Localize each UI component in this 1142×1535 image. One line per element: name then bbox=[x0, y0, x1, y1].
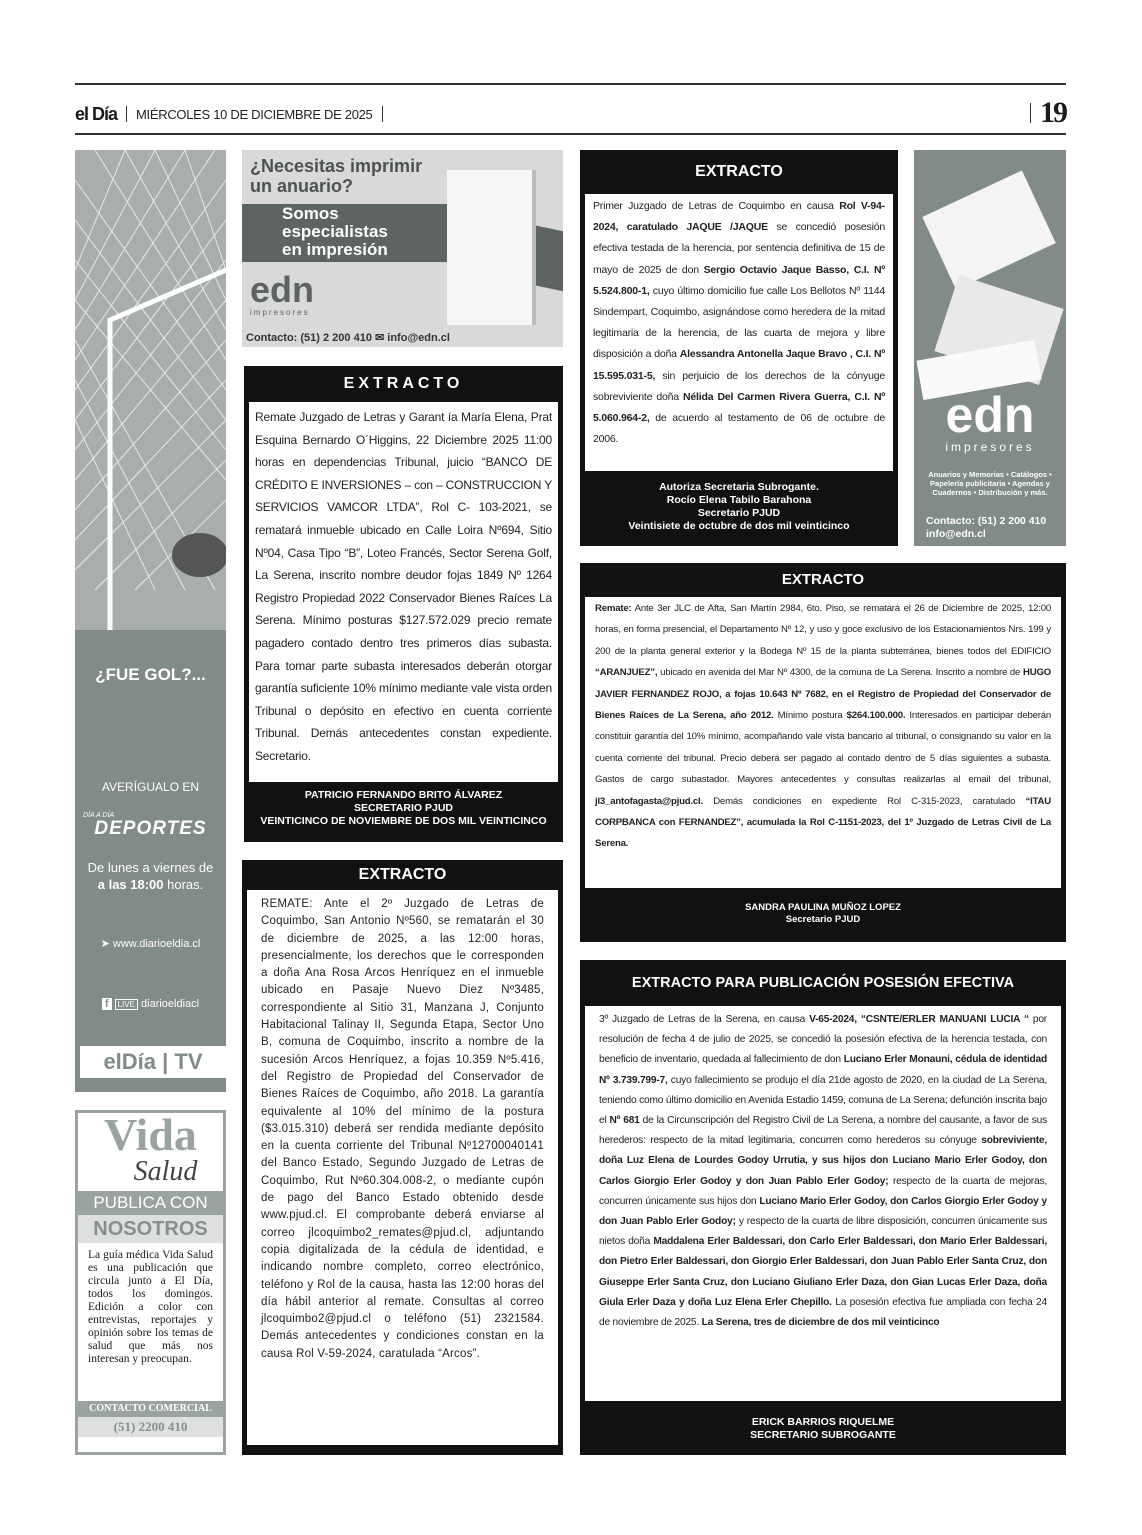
ad-tagline: en impresión bbox=[282, 240, 388, 259]
goal-net-illustration bbox=[75, 150, 226, 630]
salud-logo: Salud bbox=[133, 1156, 198, 1187]
text-segment: de acuerdo al testamento de 06 de octubre de 2006. bbox=[593, 412, 885, 446]
extracto-body bbox=[585, 1006, 1061, 1401]
extracto-body bbox=[585, 194, 893, 471]
extracto-signature bbox=[249, 782, 558, 835]
deportes-logo-small: DÍA A DÍA bbox=[83, 812, 115, 819]
ad-question: ¿Necesitas imprimir bbox=[250, 156, 423, 176]
ad-schedule: De lunes a viernes de bbox=[87, 860, 214, 875]
text-segment: y respecto de la cuarta de libre disposición, concurren únicamente sus nietos doña bbox=[599, 1216, 1047, 1248]
bold-text-segment: Rol V-94-2024, caratulado JAQUE /JAQUE bbox=[593, 200, 885, 234]
ad-vida-salud bbox=[75, 1110, 226, 1455]
text-segment: de la Circunscripción del Registro Civil de La Serena, a nombre del causante, a favor de sus herederos: respecto de la mitad legitimaria, concurren como herederos su cónyuge bbox=[599, 1115, 1047, 1147]
extracto-title: EXTRACTO bbox=[358, 866, 447, 883]
masthead bbox=[75, 96, 1066, 129]
issue-date: MIÉRCOLES 10 DE DICIEMBRE DE 2025 bbox=[136, 106, 373, 122]
text-segment: se concedió posesión efectiva testada de la herencia, por sentencia definitiva de 15 de mayo de 2025 de don bbox=[593, 221, 885, 276]
signature-line: SECRETARIO SUBROGANTE bbox=[750, 1429, 896, 1441]
edn-logo: edn bbox=[250, 269, 315, 310]
extracto-maria-elena bbox=[244, 366, 563, 842]
bold-text-segment: Nº 681 bbox=[609, 1115, 640, 1127]
bold-text-segment: V-65-2024, “CSNTE/ERLER MANUANI LUCIA “ bbox=[809, 1014, 1029, 1025]
text-segment: La posesión efectiva fue ampliada con fecha 24 de noviembre de 2025. bbox=[599, 1296, 1047, 1329]
bold-text-segment: Sergio Octavio Jaque Basso, C.I. Nº 5.524.800-1, bbox=[593, 263, 885, 297]
live-badge: LIVE bbox=[115, 999, 138, 1010]
ad-question-2: un anuario? bbox=[250, 176, 353, 196]
edn-logo-sub: impresores bbox=[945, 440, 1035, 454]
header-top-rule bbox=[75, 83, 1066, 85]
cursor-icon: ➤ bbox=[100, 938, 113, 950]
extracto-title: EXTRACTO bbox=[695, 163, 783, 180]
ad-website: www.diarioeldia.cl bbox=[112, 938, 201, 950]
extracto-signature bbox=[585, 471, 893, 543]
text-segment: cuyo último domicilio fue calle Los Bellotos Nº 1144 Sindempart, Coquimbo, asignándose como heredera de la mitad legitimaria de la herencia, de las cuarta de mejora y libre disposición a doña bbox=[593, 284, 885, 361]
extracto-title: EXTRACTO bbox=[343, 375, 464, 392]
bold-text-segment: jl3_antofagasta@pjud.cl. bbox=[595, 795, 703, 807]
page-number: 19 bbox=[1021, 96, 1066, 130]
ad-schedule-time: a las 18:00 bbox=[97, 877, 164, 892]
text-segment: Mínimo postura bbox=[773, 710, 847, 722]
extracto-signature bbox=[585, 888, 1061, 940]
book-illustration bbox=[447, 170, 532, 325]
signature-line: ERICK BARRIOS RIQUELME bbox=[751, 1416, 895, 1428]
bold-text-segment: HUGO JAVIER FERNANDEZ ROJO, a fojas 10.643 Nº 7682, en el Registro de Propiedad del Conservador de Bienes Raíces de La Serena, año 2012. bbox=[595, 667, 1051, 722]
text-segment: Primer Juzgado de Letras de Coquimbo en causa bbox=[593, 200, 840, 212]
ad-email: info@edn.cl bbox=[926, 528, 986, 540]
bold-text-segment: Alessandra Antonella Jaque Bravo , C.I. Nº 15.595.031-5, bbox=[593, 348, 885, 382]
signature-line: Rocío Elena Tabilo Barahona bbox=[666, 494, 812, 506]
newspaper-logo: el Día bbox=[75, 103, 118, 124]
ad-facebook: diarioeldiacl bbox=[141, 998, 200, 1010]
edn-logo-sub: impresores bbox=[250, 308, 310, 317]
signature-line: PATRICIO FERNANDO BRITO ÁLVAREZ bbox=[304, 789, 503, 801]
signature-line: Veintisiete de octubre de dos mil veinticinco bbox=[628, 520, 850, 532]
eldia-tv-logo: elDía | TV bbox=[80, 1046, 226, 1078]
bold-text-segment: Maddalena Erler Baldessari, don Carlo Erler Baldessari, don Mario Erler Baldessari, don Pietro Erler Baldessari, don Giorgio Erler Baldessari, don Juan Pablo Erler Santa Cruz, don Giuseppe Erler Santa Cruz, don Luciano Giuliano Erler Daza, don Gian Lucas Erler Daza, doña Giula Erler Daza y doña Luz Elena Erler Chepillo. bbox=[599, 1236, 1047, 1308]
header-bottom-rule bbox=[75, 133, 1066, 135]
signature-line: Autoriza Secretaria Subrogante. bbox=[659, 481, 819, 493]
extracto-body bbox=[249, 402, 558, 782]
ad-email: info@edn.cl bbox=[387, 332, 450, 344]
signature-line: Secretario PJUD bbox=[697, 507, 781, 519]
ad-headline: ¿FUE GOL?... bbox=[95, 665, 206, 684]
signature-line: SANDRA PAULINA MUÑOZ LOPEZ bbox=[745, 902, 901, 913]
bold-text-segment: “ARANJUEZ”, bbox=[595, 667, 658, 679]
ad-description: La guía médica Vida Salud es una publicación que circula junto a El Día, todos los domingos. Edición a color con entrevistas, reportajes y opinión sobre los temas de salud que más nos interesan y preocupan. bbox=[88, 1249, 213, 1365]
ad-publica: PUBLICA CON bbox=[78, 1191, 223, 1215]
text-segment: Demás condiciones en expediente Rol C-315-2023, caratulado bbox=[702, 795, 1026, 807]
text-segment: REMATE: Ante el 2º Juzgado de Letras de Coquimbo, San Antonio Nº560, se rematarán el 30 de diciembre de 2025, a las 12:00 horas, presencialmente, los derechos que le corresponden a doña Ana Rosa Arcos Henríquez en el inmueble ubicado en Pasaje Nuevo Diez Nº3485, correspondiente al Sitio 31, Manzana J, Conjunto Habitacional Talinay II, Segunda Etapa, Sector Uno B, comuna de Coquimbo, inscrito a nombre de la sucesión Arcos Henríquez, a fojas 10.359 Nº5.416, del Registro de Propiedad del Conservador de Bienes Raíces de Coquimbo, año 2018. La garantía equivalente al 10% del mínimo de la postura ($3.015.310) deberá ser rendida mediante depósito en la cuenta corriente del Tribunal Nº12700040141 del Banco Estado, Segundo Juzgado de Letras de Coquimbo, Rut Nº60.304.008-2, o mediante cupón de pago del Banco Estado obtenido desde www.pjud.cl. El comprobante deberá enviarse al correo jlcoquimbo2_remates@pjud.cl, adjuntando copia digitalizada de la cédula de identidad, e indicando nombre completo, correo electrónico, teléfono y Rol de la causa, hasta las 12:00 horas del día hábil anterior al remate. Consultas al correo jlcoquimbo2@pjud.cl o teléfono (51) 2321584. Demás antecedentes y condiciones constan en la causa Rol V-59-2024, caratulada “Arcos”. bbox=[261, 898, 544, 1360]
text-segment: cuyo fallecimiento se produjo el día 21de agosto de 2020, en la ciudad de La Serena, teniendo como último domicilio en Avenida Estadio 1459, comuna de La Serena; defunción inscrita bajo el bbox=[599, 1074, 1048, 1127]
bold-text-segment: $264.100.000. bbox=[846, 710, 906, 722]
ad-edn bbox=[914, 150, 1066, 546]
text-segment: respecto de la cuarta de mejoras, concurren únicamente sus hijos don bbox=[599, 1175, 1047, 1207]
extracto-body bbox=[585, 597, 1061, 888]
extracto-aranjuez bbox=[580, 563, 1066, 942]
ad-contact-label: CONTACTO COMERCIAL bbox=[78, 1401, 223, 1417]
bold-text-segment: “ITAU CORPBANCA con FERNANDEZ”, acumulada la Rol C-1151-2023, del 1º Juzgado de Letras Civil de La Serena. bbox=[595, 795, 1051, 850]
extracto-jaque bbox=[580, 150, 898, 546]
text-segment: Remate Juzgado de Letras y Garant ía María Elena, Prat Esquina Bernardo O´Higgins, 22 Diciembre 2025 11:00 horas en dependencias Tribunal, juicio “BANCO DE CRÉDITO E INVERSIONES – con – CONSTRUCCION Y SERVICIOS VAMCOR LTDA”, Rol C- 103-2021, se rematará inmueble ubicado en Calle Loira Nº694, Sitio Nº04, Casa Tipo “B”, Loteo Francés, Sector Serena Golf, La Serena, inscrito nombre deudor fojas 1849 Nº 1264 Registro Propiedad 2022 Conservador Bienes Raíces La Serena. Mínimo posturas $127.572.029 precio remate pagadero contado dentro tres primeros días subasta. Para tomar parte subasta interesados deberán otorgar garantía suficiente 10% mínimo mediante vale vista orden Tribunal o depósito en efectivo en cuenta corriente Tribunal. Demás antecedentes constan expediente. Secretario. bbox=[255, 410, 552, 763]
edn-logo: edn bbox=[945, 387, 1035, 443]
mail-icon: ✉ bbox=[375, 332, 385, 344]
extracto-title: EXTRACTO PARA PUBLICACIÓN POSESIÓN EFECTIVA bbox=[631, 975, 1015, 991]
bold-text-segment: La Serena, tres de diciembre de dos mil veinticinco bbox=[701, 1317, 940, 1329]
paper-illustration bbox=[922, 171, 1056, 290]
extracto-body bbox=[247, 890, 558, 1445]
extracto-signature bbox=[585, 1401, 1061, 1457]
ad-schedule-rest: horas. bbox=[163, 877, 204, 892]
ad-contact: Contacto: (51) 2 200 410 bbox=[926, 515, 1047, 527]
text-segment: sin perjuicio de los derechos de la cónyuge sobreviviente doña bbox=[593, 369, 885, 403]
text-segment: por resolución de fecha 4 de julio de 2025, se concedió la posesión efectiva de la herencia testada, con beneficio de inventario, quedada al fallecimiento de don bbox=[599, 1014, 1047, 1066]
ad-services: Anuarios y Memorias • Catálogos • Papelería publicitaria • Agendas y Cuadernos • Distribución y más. bbox=[928, 470, 1052, 497]
ad-contact: Contacto: (51) 2 200 410 bbox=[246, 332, 372, 344]
ad-phone: (51) 2200 410 bbox=[78, 1417, 223, 1437]
bold-text-segment: sobreviviente, doña Luz Elena de Lourdes Godoy Urrutia, y sus hijos don Luciano Mario Erler Godoy, don Carlos Giorgio Erler Godoy y don Juan Pablo Erler Godoy; bbox=[599, 1135, 1047, 1187]
deportes-logo: DEPORTES bbox=[94, 818, 207, 839]
bold-text-segment: Remate: bbox=[595, 603, 632, 614]
signature-line: SECRETARIO PJUD bbox=[354, 802, 453, 814]
extracto-title: EXTRACTO bbox=[781, 571, 865, 588]
ad-anuario: ¿Necesitas imprimir un anuario? Somos especialistas en impresión edn impresores Contacto: (51) 2 200 410 ✉ info@edn.cl bbox=[242, 150, 563, 347]
extracto-arcos bbox=[242, 860, 563, 1455]
bold-text-segment: Nélida Del Carmen Rivera Guerra, C.I. Nº 5.060.964-2, bbox=[593, 390, 885, 425]
signature-line: VEINTICINCO DE NOVIEMBRE DE DOS MIL VEINTICINCO bbox=[260, 815, 547, 827]
text-segment: Ante 3er JLC de Afta, San Martín 2984, 6to. Piso, se rematará el 26 de Diciembre de 2025, 12:00 horas, en forma presencial, el Departamento Nº 12, y uso y goce exclusivo de los Estacionamientos Nrs. 199 y 200 de la planta general exterior y la Bodega Nº 15 de la planta subterránea, bienes todos del EDIFICIO bbox=[595, 603, 1051, 657]
signature-line: Secretario PJUD bbox=[785, 914, 861, 925]
vida-logo: Vida bbox=[104, 1109, 197, 1160]
bold-text-segment: Luciano Mario Erler Godoy, don Carlos Giorgio Erler Godoy y don Juan Pablo Erler Godoy; bbox=[599, 1195, 1047, 1228]
bold-text-segment: Luciano Erler Monauni, cédula de identidad Nº 3.739.799-7, bbox=[599, 1054, 1047, 1086]
ad-line: AVERÍGUALO EN bbox=[101, 780, 200, 794]
text-segment: ubicado en avenida del Mar Nº 4300, de la comuna de La Serena. Inscrito a nombre de bbox=[657, 667, 1024, 679]
text-segment: Interesados en participar deberán constituir garantía del 10% mínimo, acompañando vale vista bancario al tribunal, o consignando su valor en la cuenta corriente del tribunal. Precio deberá ser pagado al contado dentro de 5 días siguientes a subasta. Gastos de cargo subastador. Mayores antecedentes y consultas realizarlas al email del tribunal, bbox=[595, 710, 1051, 786]
text-segment: 3º Juzgado de Letras de la Serena, en causa bbox=[599, 1014, 810, 1025]
facebook-icon: f bbox=[102, 998, 112, 1010]
extracto-erler bbox=[580, 960, 1066, 1455]
ad-nosotros: NOSOTROS bbox=[78, 1215, 223, 1243]
ad-fue-gol bbox=[75, 150, 226, 1092]
